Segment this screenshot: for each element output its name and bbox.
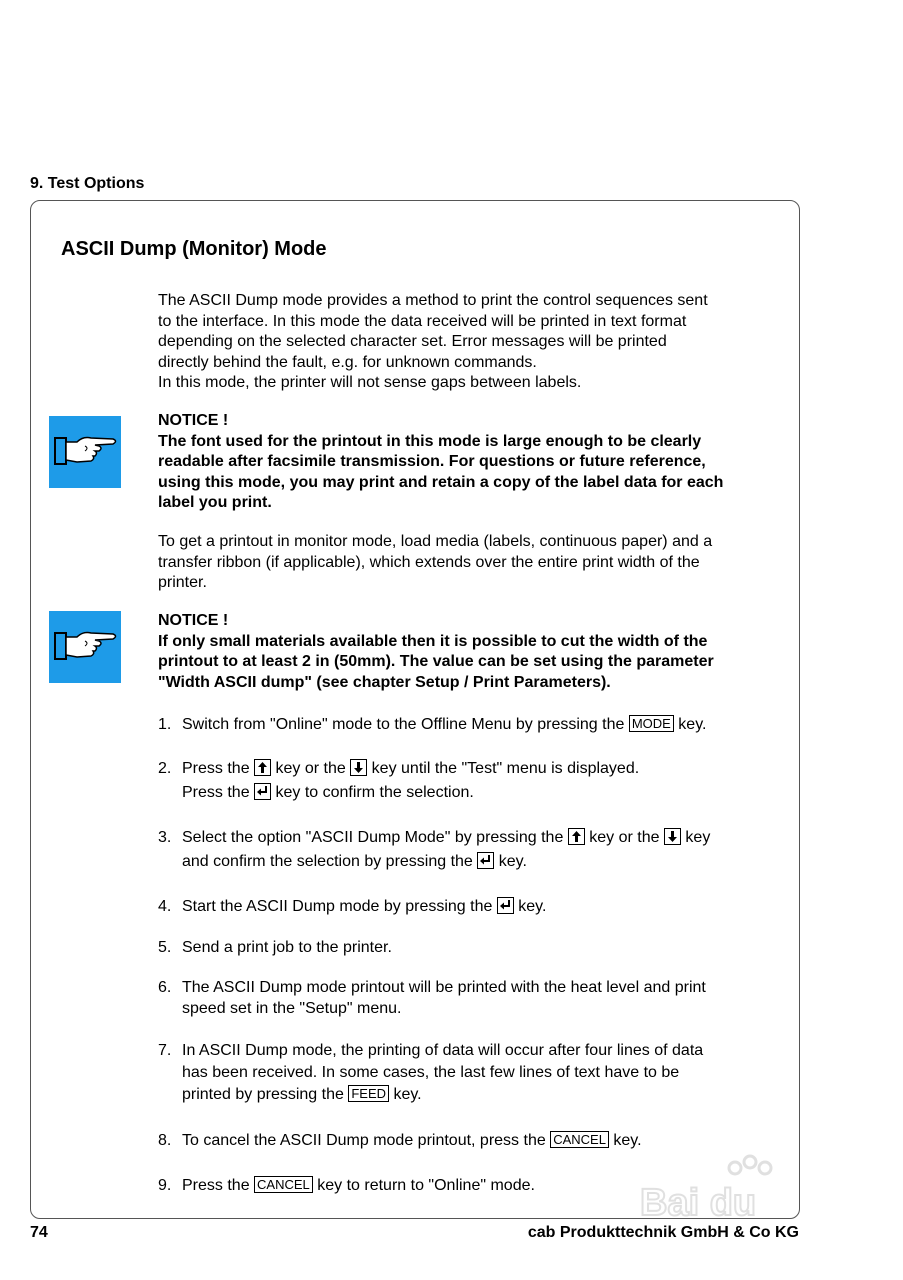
footer-company: cab Produkttechnik GmbH & Co KG — [527, 1224, 799, 1241]
step-text: Press the — [182, 760, 250, 777]
arrow-up-key-icon — [568, 828, 585, 845]
step-text: key. — [498, 853, 527, 870]
notice-line: using this mode, you may print and retain a copy of the label data for each — [158, 473, 724, 491]
notice-line: readable after facsimile transmission. For questions or future reference, — [158, 453, 706, 471]
media-paragraph — [158, 532, 778, 594]
step-number: 6. — [158, 979, 172, 996]
step-text: Send a print job to the printer. — [182, 939, 392, 956]
pointing-hand-icon — [49, 416, 121, 488]
arrow-down-key-icon — [350, 759, 367, 776]
svg-text:Bai du: Bai du — [640, 1182, 757, 1224]
step-5 — [158, 936, 778, 960]
step-text: To cancel the ASCII Dump mode printout, press the — [182, 1132, 546, 1149]
step-1 — [158, 713, 778, 737]
section-title: 9. Test Options — [30, 175, 145, 192]
step-text: The ASCII Dump mode printout will be printed with the heat level and print — [182, 979, 706, 996]
step-text: Switch from "Online" mode to the Offline Menu by pressing the — [182, 716, 625, 733]
intro-line: depending on the selected character set. Error messages will be printed — [158, 333, 667, 351]
media-line: To get a printout in monitor mode, load media (labels, continuous paper) and a — [158, 533, 713, 550]
notice-line: label you print. — [158, 494, 272, 512]
intro-line: In this mode, the printer will not sense gaps between labels. — [158, 374, 582, 392]
step-text: key until the "Test" menu is displayed. — [371, 760, 640, 777]
notice-title: NOTICE ! — [158, 412, 229, 429]
step-text: key. — [678, 716, 707, 733]
step-number: 7. — [158, 1042, 172, 1059]
step-text: key to return to "Online" mode. — [317, 1177, 535, 1194]
notice-1 — [158, 411, 778, 514]
step-text: key — [685, 829, 711, 846]
step-7 — [158, 1040, 778, 1106]
step-text: speed set in the "Setup" menu. — [182, 1000, 402, 1017]
step-number: 9. — [158, 1177, 172, 1194]
step-text: In ASCII Dump mode, the printing of data will occur after four lines of data — [182, 1042, 704, 1059]
step-text: has been received. In some cases, the last few lines of text have to be — [182, 1064, 680, 1081]
media-line: printer. — [158, 574, 207, 592]
step-text: printed by pressing the — [182, 1086, 344, 1103]
notice-line: The font used for the printout in this mode is large enough to be clearly — [158, 432, 702, 450]
step-text: Press the — [182, 1177, 250, 1194]
enter-key-icon — [254, 783, 271, 800]
intro-paragraph — [158, 291, 778, 394]
main-heading: ASCII Dump (Monitor) Mode — [61, 238, 327, 260]
media-line: transfer ribbon (if applicable), which extends over the entire print width of the — [158, 553, 700, 571]
step-6 — [158, 977, 778, 1019]
cancel-key: CANCEL — [550, 1131, 609, 1148]
footer-page-number: 74 — [30, 1224, 48, 1241]
notice-2 — [158, 611, 778, 693]
notice-title: NOTICE ! — [158, 612, 229, 629]
step-text: key to confirm the selection. — [275, 784, 474, 801]
intro-line: directly behind the fault, e.g. for unknown commands. — [158, 353, 537, 371]
intro-line: to the interface. In this mode the data received will be printed in text format — [158, 312, 687, 330]
cancel-key: CANCEL — [254, 1176, 313, 1193]
notice-line: printout to at least 2 in (50mm). The value can be set using the parameter — [158, 653, 714, 671]
step-number: 4. — [158, 898, 172, 915]
arrow-up-key-icon — [254, 759, 271, 776]
step-number: 3. — [158, 829, 172, 846]
step-text: Press the — [182, 784, 250, 801]
step-text: key. — [518, 898, 547, 915]
step-text: key or the — [589, 829, 660, 846]
arrow-down-key-icon — [664, 828, 681, 845]
pointing-hand-icon — [49, 611, 121, 683]
step-text: and confirm the selection by pressing the — [182, 853, 473, 870]
step-number: 2. — [158, 760, 172, 777]
step-number: 1. — [158, 716, 172, 733]
enter-key-icon — [497, 897, 514, 914]
step-text: key or the — [275, 760, 346, 777]
step-3 — [158, 826, 778, 874]
step-text: Start the ASCII Dump mode by pressing the — [182, 898, 493, 915]
step-number: 8. — [158, 1132, 172, 1149]
step-text: Select the option "ASCII Dump Mode" by pressing the — [182, 829, 564, 846]
step-text: key. — [393, 1086, 422, 1103]
notice-line: "Width ASCII dump" (see chapter Setup / Print Parameters). — [158, 673, 611, 691]
notice-line: If only small materials available then it is possible to cut the width of the — [158, 632, 708, 650]
mode-key: MODE — [629, 715, 674, 732]
intro-line: The ASCII Dump mode provides a method to print the control sequences sent — [158, 292, 708, 309]
step-4 — [158, 895, 778, 919]
step-number: 5. — [158, 939, 172, 956]
feed-key: FEED — [348, 1085, 389, 1102]
step-text: key. — [613, 1132, 642, 1149]
step-2 — [158, 757, 778, 805]
enter-key-icon — [477, 852, 494, 869]
